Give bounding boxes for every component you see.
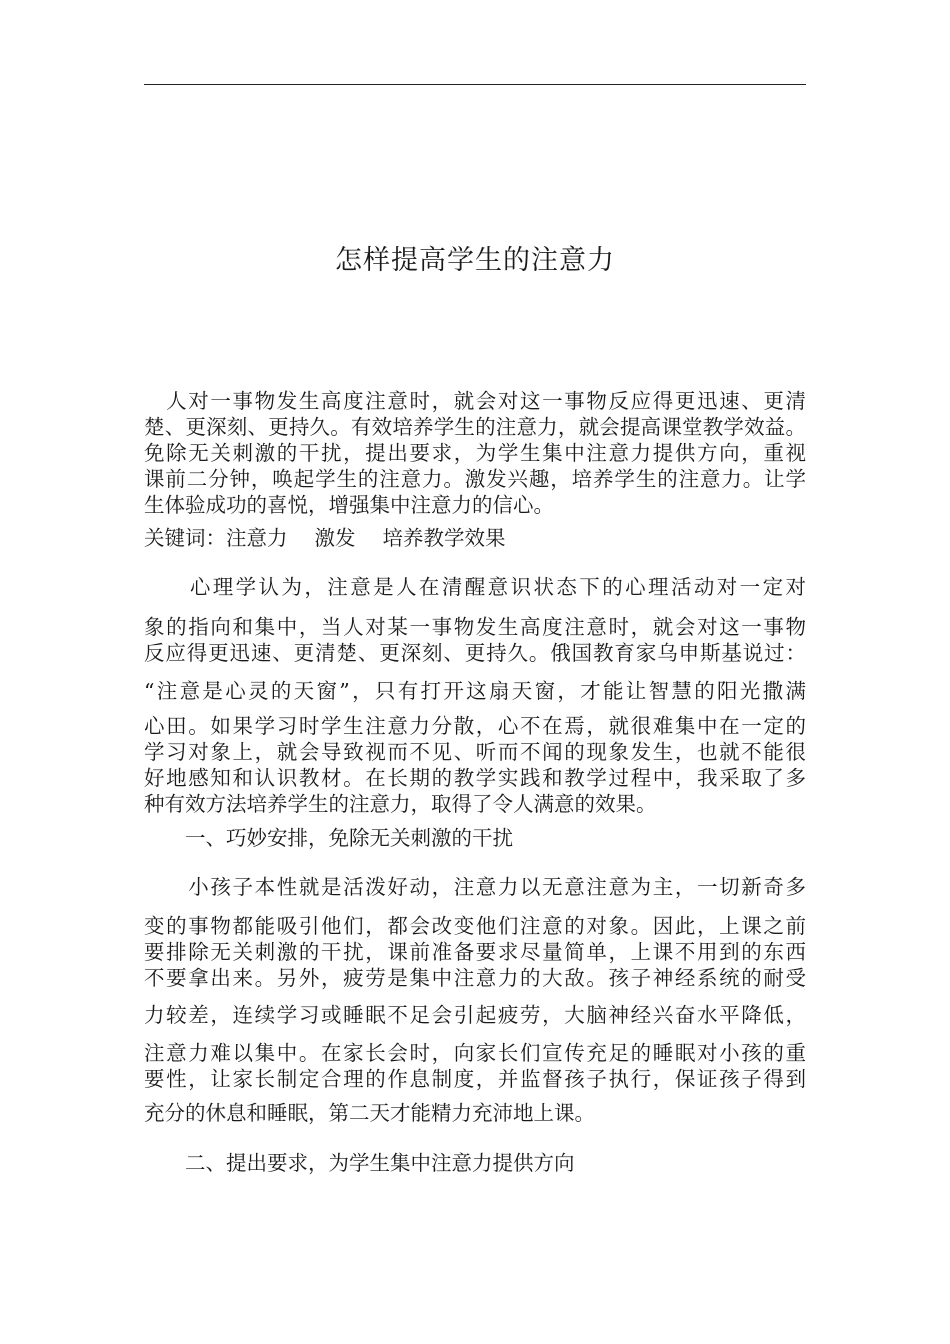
page-title: 怎样提高学生的注意力 bbox=[335, 245, 615, 276]
body-line: “注意是心灵的天窗”，只有打开这扇天窗，才能让智慧的阳光撒满 bbox=[144, 679, 806, 703]
section-heading-2: 二、提出要求，为学生集中注意力提供方向 bbox=[144, 1151, 575, 1175]
body-line: 注意力难以集中。在家长会时，向家长们宣传充足的睡眠对小孩的重 bbox=[144, 1041, 806, 1065]
body-line: 充分的休息和睡眠，第二天才能精力充沛地上课。 bbox=[144, 1101, 595, 1125]
abstract-line: 人对一事物发生高度注意时，就会对这一事物反应得更迅速、更清 bbox=[144, 389, 806, 413]
body-line: 种有效方法培养学生的注意力，取得了令人满意的效果。 bbox=[144, 792, 657, 816]
keywords: 关键词：注意力 激发 培养教学效果 bbox=[144, 526, 506, 550]
abstract-line: 楚、更深刻、更持久。有效培养学生的注意力，就会提高课堂教学效益。 bbox=[144, 415, 806, 439]
body-line: 心田。如果学习时学生注意力分散，心不在焉，就很难集中在一定的 bbox=[144, 714, 806, 738]
header-rule bbox=[144, 84, 806, 85]
body-line: 学习对象上，就会导致视而不见、听而不闻的现象发生，也就不能很 bbox=[144, 740, 806, 764]
body-line: 不要拿出来。另外，疲劳是集中注意力的大敌。孩子神经系统的耐受 bbox=[144, 966, 806, 990]
body-line: 象的指向和集中，当人对某一事物发生高度注意时，就会对这一事物 bbox=[144, 615, 806, 639]
body-line: 变的事物都能吸引他们，都会改变他们注意的对象。因此，上课之前 bbox=[144, 914, 806, 938]
section-heading-1: 一、巧妙安排，免除无关刺激的干扰 bbox=[144, 826, 513, 850]
body-line: 力较差，连续学习或睡眠不足会引起疲劳，大脑神经兴奋水平降低， bbox=[144, 1003, 806, 1027]
body-line: 反应得更迅速、更清楚、更深刻、更持久。俄国教育家乌申斯基说过： bbox=[144, 641, 806, 665]
abstract-line: 课前二分钟，唤起学生的注意力。激发兴趣，培养学生的注意力。让学 bbox=[144, 467, 806, 491]
body-line: 小孩子本性就是活泼好动，注意力以无意注意为主，一切新奇多 bbox=[144, 875, 806, 899]
body-line: 要性，让家长制定合理的作息制度，并监督孩子执行，保证孩子得到 bbox=[144, 1067, 806, 1091]
body-line: 好地感知和认识教材。在长期的教学实践和教学过程中，我采取了多 bbox=[144, 766, 806, 790]
body-line: 心理学认为，注意是人在清醒意识状态下的心理活动对一定对 bbox=[144, 575, 806, 599]
body-line: 要排除无关刺激的干扰，课前准备要求尽量简单，上课不用到的东西 bbox=[144, 940, 806, 964]
abstract-line: 免除无关刺激的干扰，提出要求，为学生集中注意力提供方向，重视 bbox=[144, 441, 806, 465]
abstract-line: 生体验成功的喜悦，增强集中注意力的信心。 bbox=[144, 493, 554, 517]
